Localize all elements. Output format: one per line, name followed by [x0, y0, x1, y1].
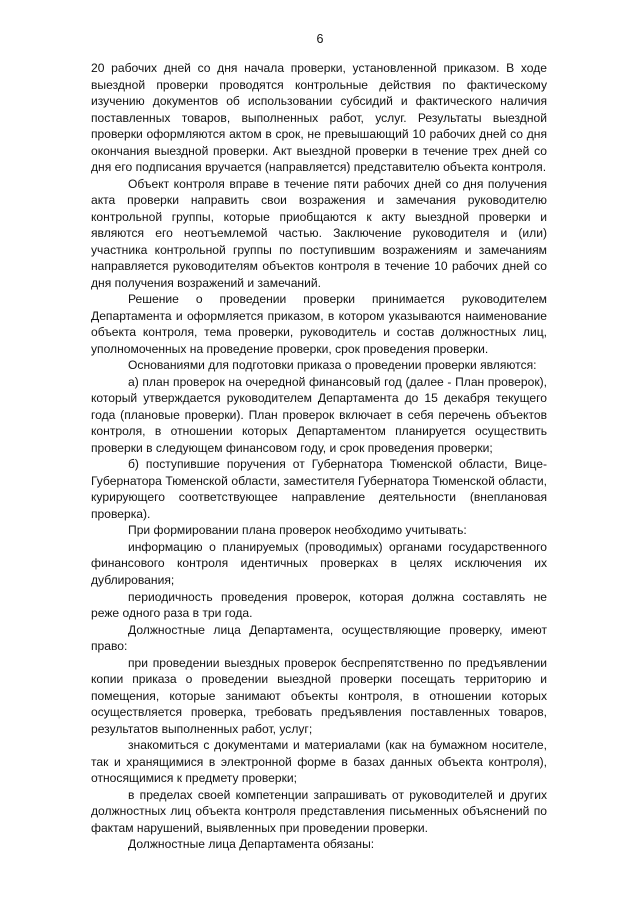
- paragraph-3: Решение о проведении проверки принимается руководителем Департамента и оформляется приказом, в котором указываются наименование объекта контроля, тема проверки, руководитель и состав должностных лиц, уполномоченных на проведение проверки, срок проведения проверки.: [91, 292, 547, 356]
- paragraph-8: информацию о планируемых (проводимых) органами государственного финансового контроля идентичных проверках в целях исключения их дублирования;: [91, 539, 547, 587]
- paragraph-1: 20 рабочих дней со дня начала проверки, установленной приказом. В ходе выездной проверки проводятся контрольные действия по фактическому изучению документов об использовании субсидий и фактического наличия поставленных товаров, выполненных работ, услуг. Результаты выездной проверки оформляются актом в срок, не превышающий 10 рабочих дней со дня окончания выездной проверки. Акт выездной проверки в течение трех дней со дня его подписания вручается (направляется) представителю объекта контроля.: [91, 61, 547, 175]
- paragraph-10: Должностные лица Департамента, осуществляющие проверку, имеют право:: [91, 622, 547, 654]
- paragraph-2: Объект контроля вправе в течение пяти рабочих дней со дня получения акта проверки направить свои возражения и замечания руководителю контрольной группы, которые приобщаются к акту выездной проверки и являются его неотъемлемой частью. Заключение руководителя и (или) участника контрольной группы по поступившим возражениям и замечаниям направляется руководителям объектов контроля в течение 10 рабочих дней со дня получения возражений и замечаний.: [91, 176, 547, 290]
- paragraph-4: Основаниями для подготовки приказа о проведении проверки являются:: [128, 358, 537, 373]
- paragraph-12: знакомиться с документами и материалами (как на бумажном носителе, так и хранящимися в электронной форме в базах данных объекта контроля), относящимися к предмету проверки;: [91, 738, 547, 786]
- paragraph-11: при проведении выездных проверок беспрепятственно по предъявлении копии приказа о проведении выездной проверки посещать территорию и помещения, которые занимают объекты контроля, в отношении которых осуществляется проверка, требовать предъявления поставленных товаров, результатов выполненных работ, услуг;: [91, 655, 547, 736]
- paragraph-6: б) поступившие поручения от Губернатора Тюменской области, Вице-Губернатора Тюменской области, заместителя Губернатора Тюменской области, курирующего соответствующее направление деятельности (внеплановая проверка).: [91, 457, 547, 521]
- paragraph-14: Должностные лица Департамента обязаны:: [128, 837, 375, 852]
- paragraph-13: в пределах своей компетенции запрашивать от руководителей и других должностных лиц объекта контроля представления письменных объяснений по фактам нарушений, выявленных при проведении проверки.: [91, 787, 547, 835]
- document-body: [91, 60, 547, 853]
- paragraph-9: периодичность проведения проверок, которая должна составлять не реже одного раза в три года.: [91, 589, 547, 621]
- page-number: 6: [316, 32, 324, 46]
- paragraph-7: При формировании плана проверок необходимо учитывать:: [128, 523, 467, 538]
- paragraph-5: а) план проверок на очередной финансовый год (далее - План проверок), который утверждается руководителем Департамента до 15 декабря текущего года (плановые проверки). План проверок включает в себя перечень объектов контроля, в отношении которых Департаментом планируется осуществить проверки в следующем финансовом году, и срок проведения проверки;: [91, 374, 547, 455]
